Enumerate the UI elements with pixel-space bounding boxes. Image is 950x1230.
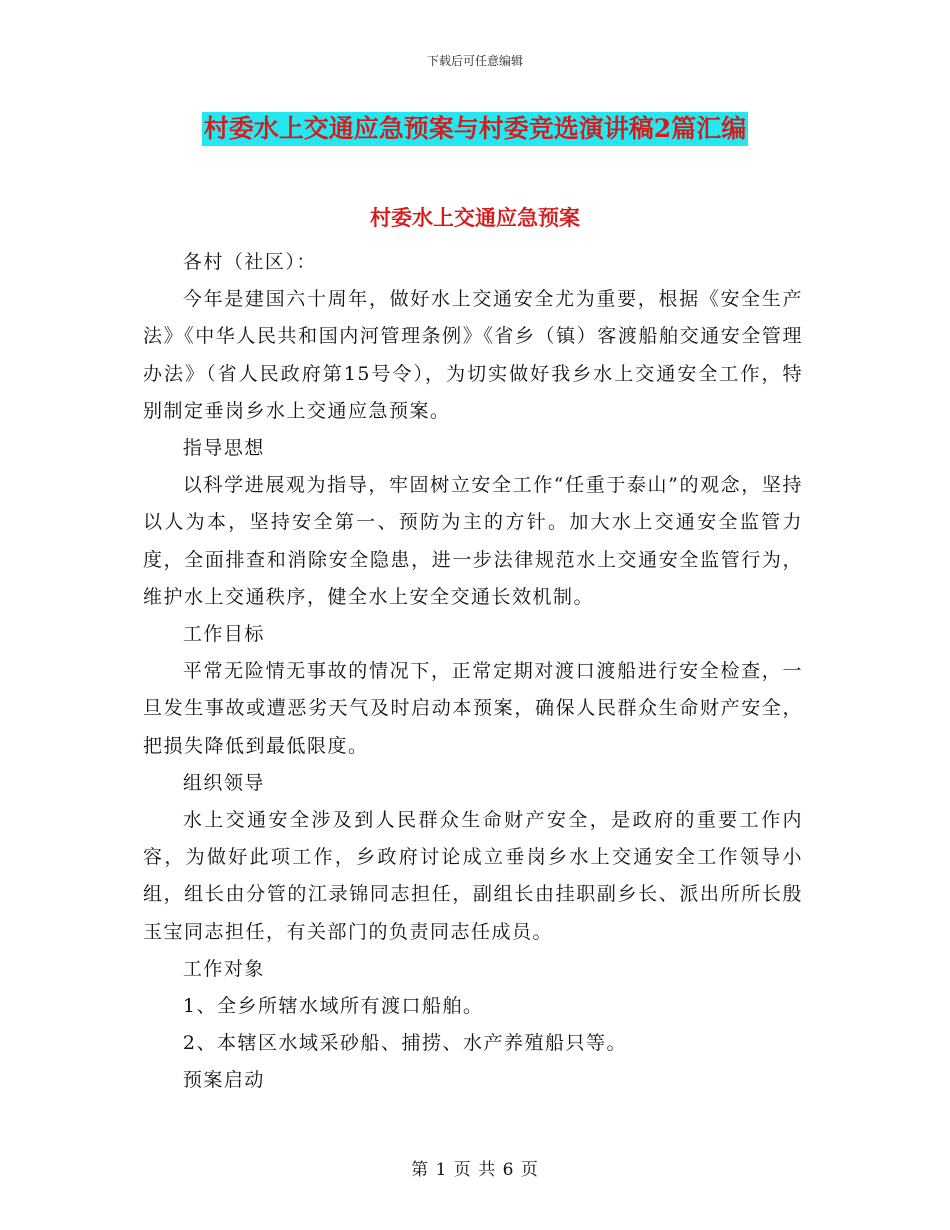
heading-plan-activation: 预案启动 — [182, 1069, 265, 1092]
paragraph-guiding-ideology: 以科学进展观为指导，牢固树立安全工作“任重于泰山”的观念，坚持以人为本，坚持安全第一、预防为主的方针。加大水上交通安全监管力度，全面排查和消除安全隐患，进一步法律规范水上交通安全监管行为，维护水上交通秩序，健全水上安全交通长效机制。 — [143, 474, 803, 608]
list-item: 1、全乡所辖水域所有渡口船舶。 — [182, 995, 484, 1018]
header-note: 下载后可任意编辑 — [426, 54, 523, 68]
salutation: 各村（社区）： — [182, 251, 317, 273]
heading-guiding-ideology: 指导思想 — [182, 437, 265, 460]
heading-work-goals: 工作目标 — [182, 623, 265, 646]
document-body — [143, 244, 803, 1100]
list-item: 2、本辖区水域采砂船、捕捞、水产养殖船只等。 — [182, 1032, 627, 1055]
paragraph-work-goals: 平常无险情无事故的情况下，正常定期对渡口渡船进行安全检查，一旦发生事故或遭恶劣天气及时启动本预案，确保人民群众生命财产安全，把损失降低到最低限度。 — [143, 660, 803, 757]
heading-work-objects: 工作对象 — [182, 957, 265, 980]
heading-organization: 组织领导 — [182, 771, 265, 794]
page-footer: 第 1 页 共 6 页 — [411, 1160, 539, 1180]
document-title: 村委水上交通应急预案与村委竞选演讲稿2篇汇编 — [202, 112, 748, 146]
document-title-container — [0, 112, 950, 146]
paragraph-intro: 今年是建国六十周年，做好水上交通安全尤为重要，根据《安全生产法》《中华人民共和国内河管理条例》《省乡（镇）客渡船舶交通安全管理办法》（省人民政府第15号令），为切实做好我乡水上交通安全工作，特别制定垂岗乡水上交通应急预案。 — [143, 288, 803, 422]
section-title: 村委水上交通应急预案 — [370, 205, 580, 230]
paragraph-organization: 水上交通安全涉及到人民群众生命财产安全，是政府的重要工作内容，为做好此项工作，乡政府讨论成立垂岗乡水上交通安全工作领导小组，组长由分管的江录锦同志担任，副组长由挂职副乡长、派出所所长殷玉宝同志担任，有关部门的负责同志任成员。 — [143, 809, 803, 943]
